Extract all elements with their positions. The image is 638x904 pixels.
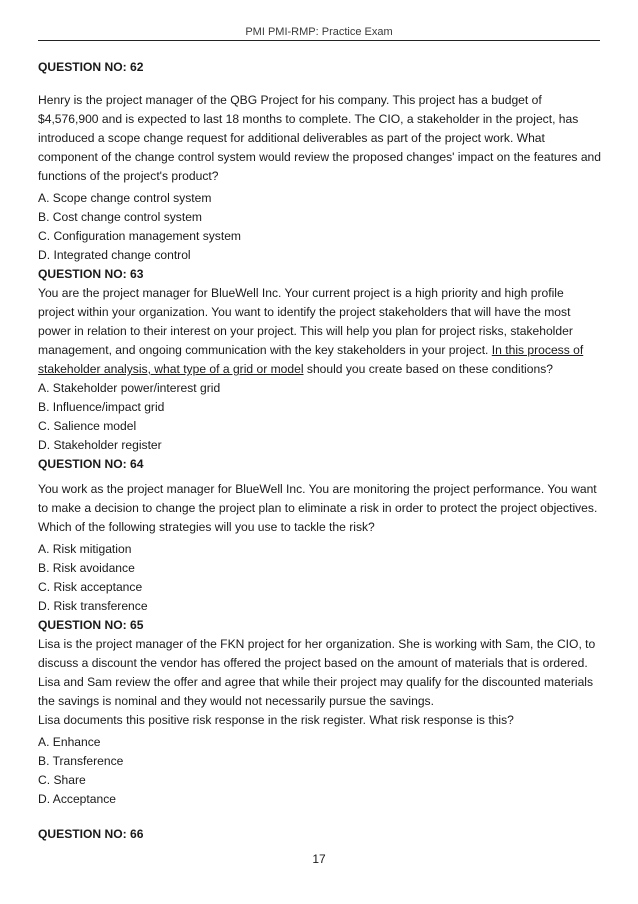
question-65: [38, 616, 602, 809]
question-text: [38, 284, 602, 379]
question-text-tail: should you create based on these conditions?: [303, 362, 553, 376]
page-header: [38, 26, 600, 41]
option: A. Enhance: [38, 735, 101, 749]
question-title: QUESTION NO: 62: [38, 60, 144, 74]
option: A. Scope change control system: [38, 191, 212, 205]
option: D. Acceptance: [38, 792, 116, 806]
option: C. Share: [38, 773, 86, 787]
question-text-underlined: In this process of stakeholder analysis, what type of a grid or model: [38, 343, 584, 376]
question-63: [38, 265, 602, 455]
question-62: [38, 58, 602, 265]
option: B. Transference: [38, 754, 124, 768]
option: D. Risk transference: [38, 599, 148, 613]
question-text: You work as the project manager for BlueWell Inc. You are monitoring the project performance. You want to make a decision to change the project plan to eliminate a risk in order to protect the project objectives. Which of the following strategies will you use to tackle the risk?: [38, 482, 598, 534]
question-title: QUESTION NO: 64: [38, 457, 144, 471]
option: D. Integrated change control: [38, 248, 191, 262]
option: C. Salience model: [38, 419, 137, 433]
question-title: QUESTION NO: 63: [38, 267, 144, 281]
question-text: Henry is the project manager of the QBG Project for his company. This project has a budget of $4,576,900 and is expected to last 18 months to complete. The CIO, a stakeholder in the project, has introduced a scope change request for additional deliverables as part of the project work. What component of the change control system would review the proposed changes' impact on the features and functions of the project's product?: [38, 93, 601, 183]
question-title: QUESTION NO: 66: [38, 827, 144, 841]
question-text-2: Lisa documents this positive risk response in the risk register. What risk response is this?: [38, 713, 514, 727]
question-64: [38, 455, 602, 616]
option: B. Cost change control system: [38, 210, 203, 224]
question-text-main: You are the project manager for BlueWell Inc. Your current project is a high priority and high profile project within your organization. You want to identify the project stakeholders that will have the most power in relation to their interest on your project. This will help you plan for project risks, stakeholder management, and ongoing communication with the key stakeholders in your project.: [38, 286, 573, 357]
page-number: 17: [312, 852, 326, 866]
header-title: PMI PMI-RMP: Practice Exam: [245, 26, 393, 38]
option: B. Influence/impact grid: [38, 400, 165, 414]
option: A. Risk mitigation: [38, 542, 132, 556]
option: B. Risk avoidance: [38, 561, 135, 575]
page-footer: [0, 852, 638, 866]
question-text: Lisa is the project manager of the FKN project for her organization. She is working with Sam, the CIO, to discuss a discount the vendor has offered the project based on the amount of materials that is ordered. Lisa and Sam review the offer and agree that while their project may qualify for the discounted materials the savings is nominal and they would not necessarily pursue the savings.: [38, 637, 596, 708]
option: D. Stakeholder register: [38, 438, 162, 452]
option: C. Risk acceptance: [38, 580, 143, 594]
question-66: [38, 825, 602, 844]
page-content: [38, 58, 602, 844]
option: A. Stakeholder power/interest grid: [38, 381, 221, 395]
question-title: QUESTION NO: 65: [38, 618, 144, 632]
option: C. Configuration management system: [38, 229, 242, 243]
